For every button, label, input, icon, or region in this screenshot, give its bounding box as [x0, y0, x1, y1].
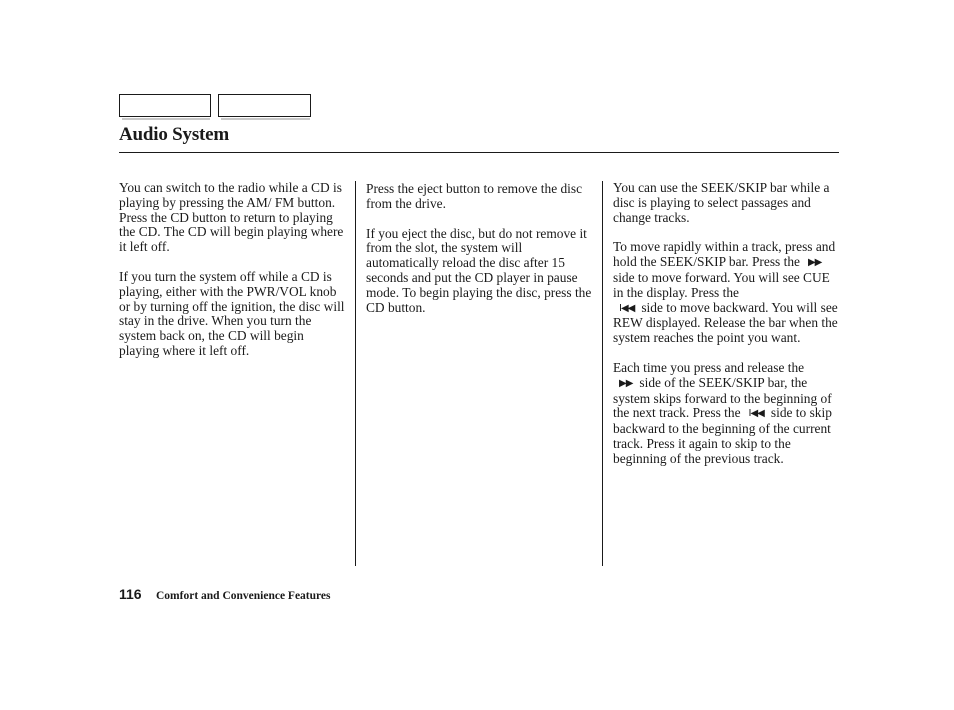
- text-span: side to move backward. You will see REW displayed. Release the bar when the system reaches the point you want.: [613, 299, 838, 346]
- nav-tab-box-2[interactable]: [218, 94, 311, 117]
- paragraph: [613, 240, 841, 346]
- title-rule: [119, 152, 839, 153]
- text-column-2: [366, 182, 598, 330]
- paragraph: If you turn the system off while a CD is playing, either with the PWR/VOL knob or by turning off the ignition, the disc will stay in the drive. When you turn the system back on, the CD will begin playing where it left off.: [119, 268, 345, 358]
- section-label: Comfort and Convenience Features: [156, 590, 331, 602]
- skip-forward-icon: ▶▶: [807, 257, 822, 269]
- skip-forward-icon: ▶▶: [619, 377, 633, 389]
- skip-backward-icon: I◀◀: [619, 302, 635, 314]
- page-number: 116: [119, 586, 142, 602]
- skip-backward-icon: I◀◀: [748, 408, 764, 420]
- text-span: Each time you press and release the: [613, 359, 805, 375]
- page-title: Audio System: [119, 124, 230, 145]
- paragraph: If you eject the disc, but do not remove it from the slot, the system will automatically reload the disc after 15 seconds and put the CD player in pause mode. To begin playing the disc, press the CD button.: [366, 225, 592, 315]
- text-span: side to move forward. You will see CUE in the display. Press the: [613, 269, 830, 300]
- paragraph: [613, 361, 841, 467]
- text-column-1: [119, 181, 347, 374]
- text-span: To move rapidly within a track, press and hold the SEEK/SKIP bar. Press the: [613, 239, 836, 270]
- paragraph: You can use the SEEK/SKIP bar while a disc is playing to select passages and change tracks.: [613, 180, 830, 225]
- text-span: side of the SEEK/SKIP bar, the system skips forward to the beginning of the next track. Press the: [613, 374, 832, 421]
- text-column-3: [613, 181, 841, 482]
- paragraph: Press the eject button to remove the disc from the drive.: [366, 181, 583, 211]
- text-span: side to skip backward to the beginning of the current track. Press it again to skip to the beginning of the previous track.: [613, 405, 832, 466]
- column-divider: [602, 181, 603, 566]
- column-divider: [355, 181, 356, 566]
- paragraph: You can switch to the radio while a CD is playing by pressing the AM/ FM button. Press the CD button to return to playing the CD. The CD will begin playing where it left off.: [119, 180, 344, 255]
- nav-tab-box-1[interactable]: [119, 94, 211, 117]
